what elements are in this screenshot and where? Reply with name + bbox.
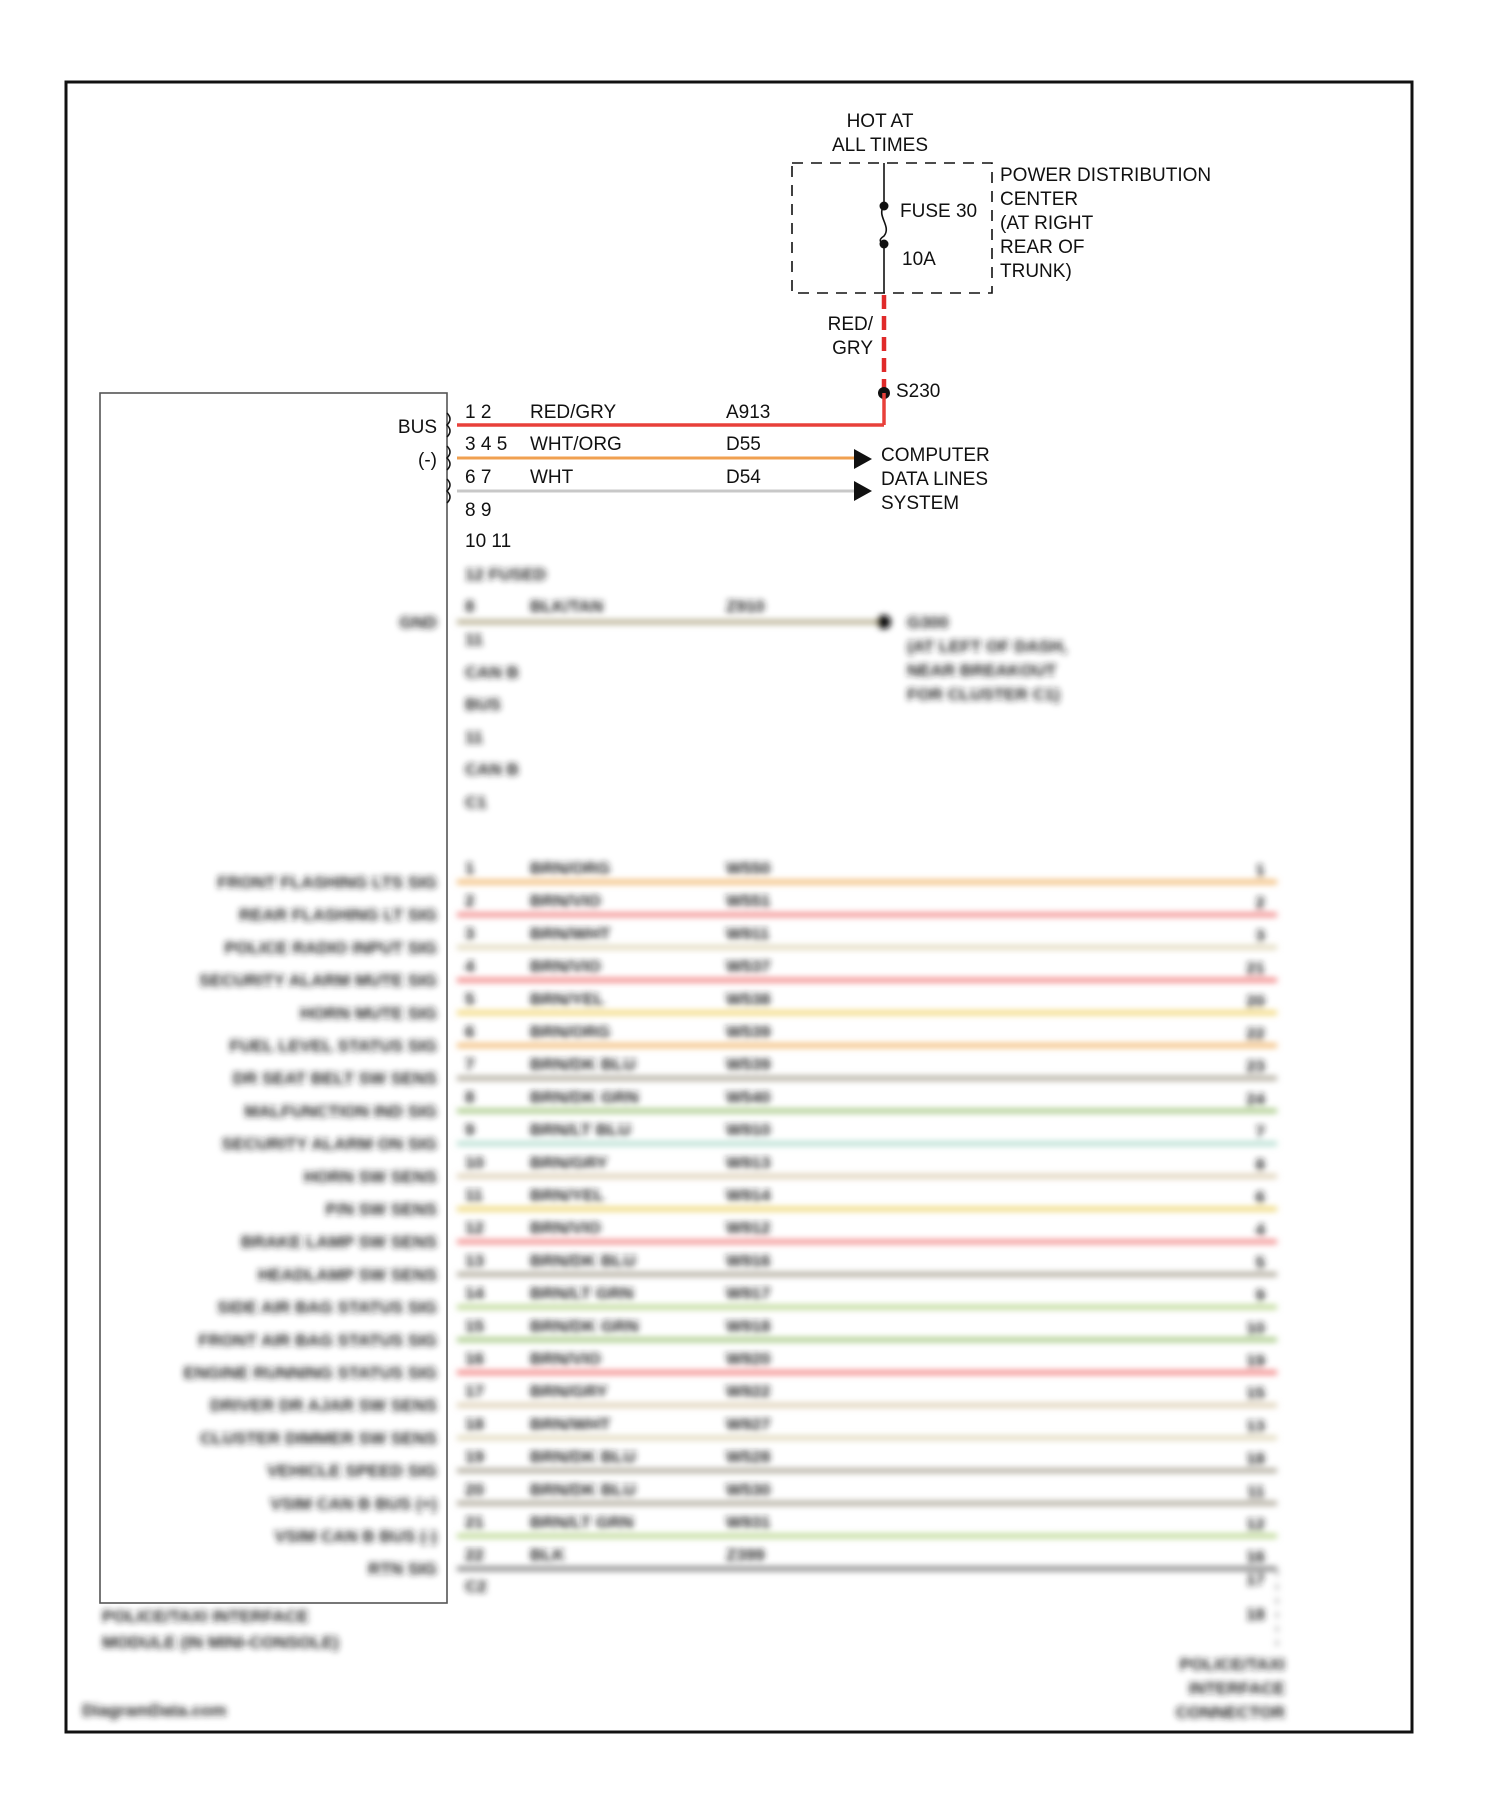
connector-pin: 13 bbox=[1246, 1416, 1265, 1436]
signal-label: DR SEAT BELT SW SENS bbox=[232, 1069, 437, 1089]
pdc-label-line3: (AT RIGHT bbox=[1000, 213, 1094, 234]
signal-color: BRN/GRY bbox=[530, 1382, 608, 1402]
signal-circuit: W910 bbox=[726, 1120, 771, 1140]
signal-label: CLUSTER DIMMER SW SENS bbox=[199, 1428, 437, 1448]
connector-pin: 20 bbox=[1246, 991, 1265, 1011]
can-pin-label: BUS bbox=[465, 695, 501, 714]
signal-color: BRN/WHT bbox=[530, 1414, 611, 1434]
signal-circuit: W539 bbox=[726, 1055, 771, 1075]
signal-circuit: W918 bbox=[726, 1316, 771, 1336]
feed-wire-color-line2: GRY bbox=[832, 338, 873, 359]
top-wire-circuit: A913 bbox=[726, 402, 771, 423]
signal-label: MALFUNCTION IND SIG bbox=[244, 1101, 437, 1121]
signal-circuit: W530 bbox=[726, 1480, 771, 1500]
splice-label: S230 bbox=[896, 381, 941, 402]
signal-label: BRAKE LAMP SW SENS bbox=[240, 1232, 437, 1252]
ground-label-line3: FOR CLUSTER C1) bbox=[907, 685, 1060, 704]
data-line-arrow-icon bbox=[854, 449, 872, 469]
data-line-arrow-icon bbox=[854, 481, 872, 501]
signal-color: BRN/VIO bbox=[530, 1218, 601, 1238]
hot-label-line2: ALL TIMES bbox=[831, 135, 929, 156]
top-wire-pins: 6 7 bbox=[465, 467, 492, 488]
signal-circuit: W551 bbox=[726, 891, 771, 911]
module-bus-label: BUS bbox=[397, 417, 437, 438]
pdc-label-line2: CENTER bbox=[1000, 189, 1079, 210]
signal-pin: 6 bbox=[465, 1022, 475, 1042]
pdc-label-line4: REAR OF bbox=[1000, 237, 1085, 258]
signal-pin: 9 bbox=[465, 1120, 475, 1140]
signal-color: BRN/DK GRN bbox=[530, 1316, 639, 1336]
signal-color: BRN/GRY bbox=[530, 1153, 608, 1173]
top-wire-circuit: D55 bbox=[726, 434, 761, 455]
blurred-region bbox=[82, 565, 1285, 1722]
top-wire-color: RED/GRY bbox=[530, 402, 617, 423]
ground-wire-pin: 8 bbox=[465, 597, 475, 616]
signal-label: REAR FLASHING LT SIG bbox=[238, 905, 437, 925]
signal-color: BRN/VIO bbox=[530, 891, 601, 911]
signal-color: BRN/YEL bbox=[530, 1186, 605, 1205]
signal-label: SECURITY ALARM ON SIG bbox=[221, 1134, 437, 1154]
signal-pin: 22 bbox=[465, 1545, 484, 1565]
signal-circuit: W911 bbox=[726, 924, 770, 944]
can-pin-label: C1 bbox=[465, 793, 487, 812]
fuse-rating: 10A bbox=[902, 249, 936, 270]
signal-circuit: W916 bbox=[726, 1251, 771, 1271]
connector-pin: 8 bbox=[1255, 1155, 1265, 1175]
pdc-label-line5: TRUNK) bbox=[1000, 261, 1072, 282]
signal-color: BRN/DK BLU bbox=[530, 1055, 636, 1075]
signal-label: VSIM CAN B BUS (-) bbox=[274, 1527, 437, 1546]
connector-pin: 12 bbox=[1246, 1515, 1265, 1534]
signal-color: BRN/LT GRN bbox=[530, 1284, 634, 1304]
signal-label: HORN MUTE SIG bbox=[300, 1003, 437, 1023]
signal-color: BRN/YEL bbox=[530, 989, 605, 1009]
top-wire-color: WHT bbox=[530, 467, 574, 488]
signal-pin: 3 bbox=[465, 924, 475, 944]
signal-circuit: W537 bbox=[726, 957, 771, 977]
feed-wire-color-line1: RED/ bbox=[827, 314, 873, 335]
signal-pin: 2 bbox=[465, 891, 475, 911]
module-last-pin: C2 bbox=[465, 1577, 487, 1596]
connector-pin: 18 bbox=[1246, 1449, 1265, 1469]
signal-pin: 14 bbox=[465, 1284, 484, 1304]
signal-pin: 13 bbox=[465, 1251, 484, 1271]
signal-label: FRONT AIR BAG STATUS SIG bbox=[198, 1330, 437, 1350]
ground-icon bbox=[877, 615, 891, 629]
signal-pin: 10 bbox=[465, 1153, 484, 1173]
data-lines-label-line2: DATA LINES bbox=[881, 469, 988, 490]
signal-circuit: W914 bbox=[726, 1186, 771, 1205]
signal-label: FRONT FLASHING LTS SIG bbox=[217, 873, 437, 892]
signal-circuit: W922 bbox=[726, 1382, 771, 1402]
signal-pin: 12 bbox=[465, 1218, 484, 1238]
signal-label: FUEL LEVEL STATUS SIG bbox=[229, 1036, 437, 1056]
connector-pin: 22 bbox=[1246, 1024, 1265, 1044]
connector-pin: 23 bbox=[1246, 1057, 1265, 1077]
ground-wire-circuit: Z910 bbox=[726, 597, 765, 616]
signal-circuit: Z399 bbox=[726, 1545, 765, 1565]
signal-pin: 19 bbox=[465, 1447, 484, 1467]
signal-pin: 15 bbox=[465, 1316, 484, 1336]
fuse-label: FUSE 30 bbox=[900, 201, 978, 222]
signal-circuit: W528 bbox=[726, 1447, 771, 1467]
module-name-line2: MODULE (IN MINI-CONSOLE) bbox=[102, 1633, 340, 1652]
connector-pin: 24 bbox=[1246, 1089, 1265, 1109]
ground-label-line1: (AT LEFT OF DASH, bbox=[907, 637, 1068, 656]
signal-pin: 8 bbox=[465, 1087, 475, 1107]
signal-label: ENGINE RUNNING STATUS SIG bbox=[183, 1363, 437, 1383]
fuse-icon bbox=[880, 206, 886, 244]
signal-color: BRN/VIO bbox=[530, 957, 601, 977]
signal-color: BRN/VIO bbox=[530, 1349, 601, 1369]
signal-label: P/N SW SENS bbox=[325, 1200, 437, 1219]
top-wire-pins: 1 2 bbox=[465, 402, 492, 423]
signal-circuit: W912 bbox=[726, 1218, 771, 1238]
top-wire-color: WHT/ORG bbox=[530, 434, 622, 455]
signal-circuit: W917 bbox=[726, 1284, 771, 1304]
signal-label: RTN SIG bbox=[368, 1559, 437, 1579]
connector-pin: 15 bbox=[1246, 1384, 1265, 1404]
signal-circuit: W913 bbox=[726, 1153, 771, 1173]
signal-color: BRN/LT GRN bbox=[530, 1513, 634, 1532]
signal-pin: 16 bbox=[465, 1349, 484, 1369]
signal-pin: 11 bbox=[465, 1186, 483, 1205]
connector-name-line1: POLICE/TAXI bbox=[1179, 1655, 1285, 1674]
connector-pin: 1 bbox=[1255, 861, 1265, 880]
conn-extra-pin: 18 bbox=[1246, 1605, 1265, 1624]
conn-extra-pin: 17 bbox=[1246, 1570, 1265, 1589]
connector-pin: 4 bbox=[1255, 1220, 1265, 1240]
signal-pin: 17 bbox=[465, 1382, 484, 1402]
ground-label-line2: NEAR BREAKOUT bbox=[907, 661, 1057, 680]
signal-circuit: W920 bbox=[726, 1349, 771, 1369]
signal-circuit: W927 bbox=[726, 1414, 771, 1434]
module-box bbox=[100, 393, 447, 1603]
watermark: DiagramData.com bbox=[82, 1701, 227, 1720]
pdc-box bbox=[792, 163, 992, 293]
connector-pin: 21 bbox=[1246, 959, 1265, 979]
signal-color: BRN/DK BLU bbox=[530, 1480, 636, 1500]
signal-circuit: W538 bbox=[726, 989, 771, 1009]
connector-pin: 19 bbox=[1246, 1351, 1265, 1371]
signal-circuit: W540 bbox=[726, 1087, 771, 1107]
signal-circuit: W931 bbox=[726, 1513, 771, 1532]
extra-pin-label: 10 11 bbox=[465, 531, 512, 552]
signal-color: BRN/LT BLU bbox=[530, 1120, 631, 1140]
signal-pin: 20 bbox=[465, 1480, 484, 1500]
connector-pin: 3 bbox=[1255, 926, 1265, 946]
signal-label: VSIM CAN B BUS (+) bbox=[270, 1494, 437, 1514]
can-pin-label: CAN B bbox=[465, 760, 519, 779]
signal-rows bbox=[184, 859, 1277, 1579]
can-pin-label: CAN B bbox=[465, 663, 519, 682]
signal-color: BRN/DK BLU bbox=[530, 1447, 636, 1467]
signal-label: SIDE AIR BAG STATUS SIG bbox=[217, 1298, 437, 1318]
signal-pin: 18 bbox=[465, 1414, 484, 1434]
ground-wire-color: BLK/TAN bbox=[530, 597, 604, 616]
connector-pin: 2 bbox=[1255, 893, 1265, 913]
signal-pin: 4 bbox=[465, 957, 475, 977]
signal-label: DRIVER DR AJAR SW SENS bbox=[209, 1396, 437, 1416]
module-name-line1: POLICE/TAXI INTERFACE bbox=[102, 1607, 309, 1626]
signal-pin: 7 bbox=[465, 1055, 475, 1075]
signal-color: BRN/ORG bbox=[530, 859, 611, 878]
module-gnd-label: GND bbox=[399, 613, 437, 632]
signal-label: HEADLAMP SW SENS bbox=[257, 1265, 437, 1285]
connector-pin: 11 bbox=[1247, 1482, 1265, 1502]
signal-label: SECURITY ALARM MUTE SIG bbox=[198, 971, 437, 991]
hot-label-line1: HOT AT bbox=[846, 111, 914, 132]
extra-pin-label: 8 9 bbox=[465, 500, 492, 521]
signal-circuit: W550 bbox=[726, 859, 771, 878]
connector-pin: 9 bbox=[1255, 1286, 1265, 1306]
can-pin-label: 11 bbox=[465, 728, 483, 747]
pdc-label-line1: POWER DISTRIBUTION bbox=[1000, 165, 1212, 186]
signal-pin: 5 bbox=[465, 989, 475, 1009]
signal-pin: 21 bbox=[465, 1513, 484, 1532]
signal-color: BRN/DK BLU bbox=[530, 1251, 636, 1271]
signal-color: BLK bbox=[530, 1545, 565, 1565]
signal-color: BRN/ORG bbox=[530, 1022, 611, 1042]
connector-pin: 6 bbox=[1255, 1188, 1265, 1207]
data-lines-label-line3: SYSTEM bbox=[881, 493, 960, 514]
module-neg-label: (-) bbox=[418, 450, 437, 471]
signal-label: HORN SW SENS bbox=[303, 1167, 437, 1187]
connector-name-line3: CONNECTOR bbox=[1175, 1703, 1285, 1722]
connector-pin: 16 bbox=[1246, 1547, 1265, 1567]
signal-pin: 1 bbox=[465, 859, 475, 878]
top-wires bbox=[447, 393, 884, 503]
signal-circuit: W539 bbox=[726, 1022, 771, 1042]
extra-pin-label: 12 FUSED bbox=[465, 565, 547, 584]
connector-name-line2: INTERFACE bbox=[1188, 1679, 1285, 1698]
top-wire-pins: 3 4 5 bbox=[465, 434, 508, 455]
signal-color: BRN/WHT bbox=[530, 924, 611, 944]
top-wire-circuit: D54 bbox=[726, 467, 761, 488]
signal-label: POLICE RADIO INPUT SIG bbox=[224, 938, 437, 958]
signal-color: BRN/DK GRN bbox=[530, 1087, 639, 1107]
connector-pin: 7 bbox=[1255, 1122, 1265, 1142]
data-lines-label-line1: COMPUTER bbox=[881, 445, 990, 466]
connector-pin: 5 bbox=[1255, 1253, 1265, 1273]
can-pin-label: 11 bbox=[465, 630, 483, 649]
connector-pin: 10 bbox=[1246, 1318, 1265, 1338]
signal-label: VEHICLE SPEED SIG bbox=[266, 1461, 437, 1481]
ground-id: G300 bbox=[907, 613, 949, 632]
